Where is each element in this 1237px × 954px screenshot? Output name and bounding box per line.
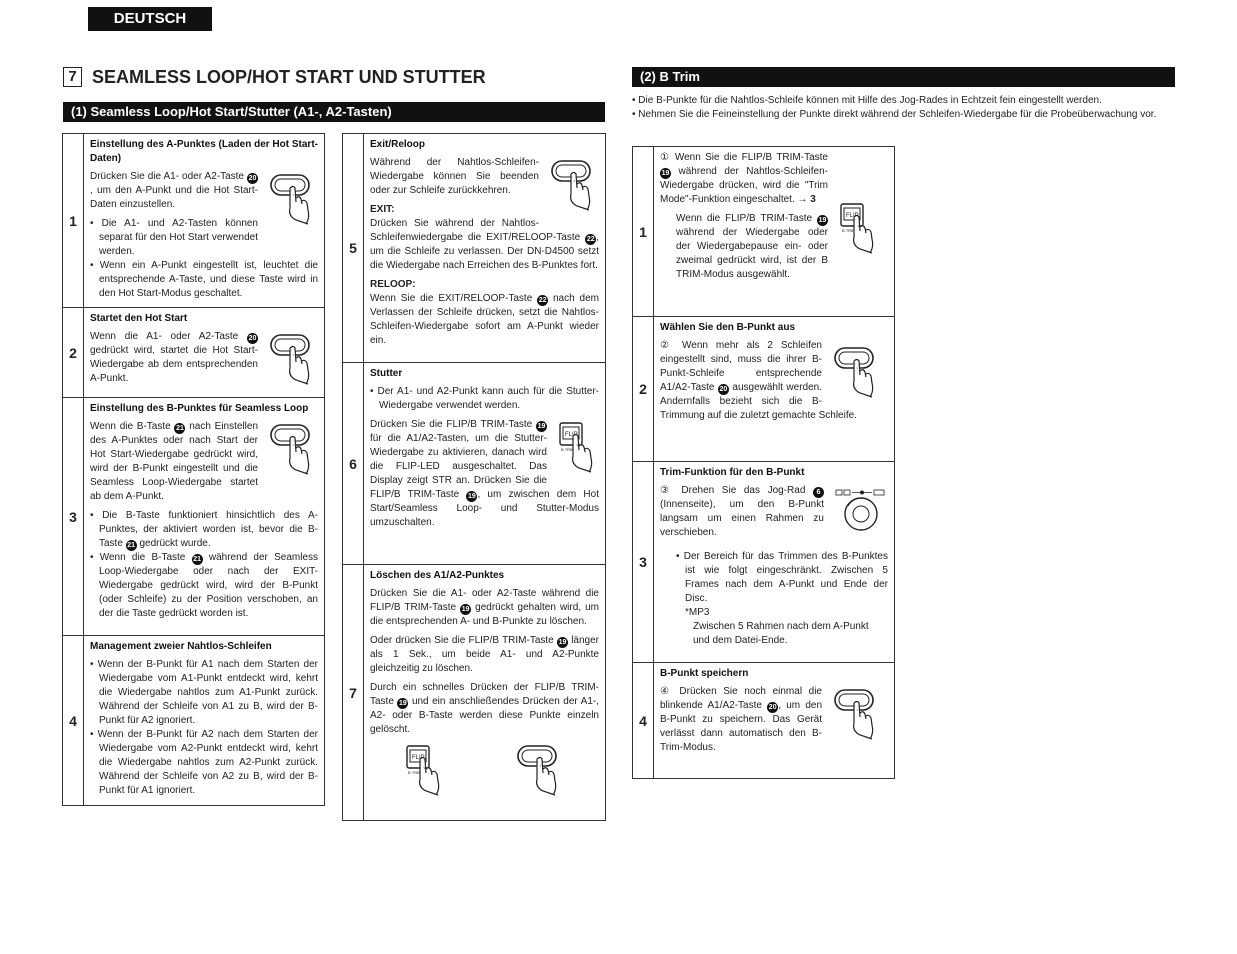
right-steps-table (632, 146, 895, 779)
step-number: 3 (63, 398, 84, 636)
step-text: und ein anschließendes Drücken der A1-, A2- oder B-Taste werden diese Punkte einzeln gelöscht. (370, 696, 600, 735)
list-item: • Nehmen Sie die Feineinstellung der Punkte direkt während der Schleifen-Wiedergabe für die Probeüberwachung vor. (632, 109, 1157, 120)
marker-icon: 21 (193, 556, 201, 563)
list-item-text: gedrückt wurde. (139, 538, 211, 549)
step-text: während der Nahtlos-Schleifen-Wiedergabe drücken, wird die "Trim Mode"-Funktion eingeschaltet. (660, 166, 829, 205)
step-text: Drücken Sie die FLIP/B TRIM-Taste (370, 419, 533, 430)
step-text: Wenn die A1- oder A2-Taste (90, 331, 239, 342)
marker-icon: 19 (461, 606, 470, 613)
step-content (654, 462, 895, 663)
list-item: • Der Bereich für das Trimmen des B-Punktes ist wie folgt eingeschränkt. Zwischen 5 Frames nach dem A-Punkt und Ende der Disc. (676, 551, 888, 604)
step-text: (Innenseite), um den B-Punkt langsam um einen Rahmen zu verschieben. (660, 499, 824, 538)
step-title: Management zweier Nahtlos-Schleifen (90, 641, 272, 652)
oval-button-hand-icon (515, 743, 565, 799)
intro-list (632, 94, 1176, 122)
marker-icon: 6 (813, 487, 824, 498)
step-title: Einstellung des A-Punktes (Laden der Hot Start-Daten) (90, 139, 318, 164)
step-text: ④ Drücken Sie noch einmal die blinkende A1/A2-Taste (660, 686, 822, 711)
marker-icon: 19 (661, 170, 670, 177)
marker-icon: 19 (399, 700, 407, 707)
marker-icon: 19 (537, 423, 546, 430)
step-text: Oder drücken Sie die FLIP/B TRIM-Taste (370, 635, 554, 646)
step-title: B-Punkt speichern (660, 668, 749, 679)
marker-icon: 22 (586, 236, 595, 243)
step-number: 2 (633, 317, 654, 462)
step-row (343, 134, 606, 363)
jog-wheel-icon (834, 486, 888, 534)
exit-label: EXIT: (370, 204, 395, 215)
marker-icon: 20 (768, 704, 777, 711)
step-ref: → 3 (797, 194, 816, 205)
step-row (63, 398, 325, 636)
step-row (633, 462, 895, 663)
step-title: Trim-Funktion für den B-Punkt (660, 467, 805, 478)
middle-steps-table (342, 133, 606, 821)
reloop-label: RELOOP: (370, 279, 416, 290)
marker-icon: 20 (248, 335, 257, 342)
marker-icon: 21 (176, 425, 184, 432)
step-row (343, 363, 606, 565)
marker-icon: 20 (248, 175, 257, 182)
step-title: Stutter (370, 368, 403, 379)
subsection-bar-2: (2) B Trim (632, 67, 1175, 87)
step-text: Drücken Sie während der Nahtlos-Schleifenwiedergabe die EXIT/RELOOP-Taste (370, 218, 581, 243)
oval-button-hand-icon (832, 345, 888, 405)
step-number: 1 (63, 134, 84, 308)
square-button-hand-icon (268, 422, 318, 478)
list-item: • Der A1- und A2-Punkt kann auch für die Stutter-Wiedergabe verwendet werden. (370, 386, 599, 411)
step-text: Drücken Sie die A1- oder A2-Taste (90, 171, 244, 182)
list-item: • Wenn ein A-Punkt eingestellt ist, leuchtet die entsprechende A-Taste, und diese Taste wird in den Hot Start-Modus geschaltet. (90, 260, 318, 299)
flip-button-hand-icon (404, 743, 446, 799)
step-text: Wenn Sie die EXIT/RELOOP-Taste (370, 293, 533, 304)
step-text: gedrückt wird, startet die Hot Start-Wiedergabe ab dem entsprechenden A-Punkt. (90, 345, 258, 384)
oval-button-hand-icon (268, 332, 318, 388)
step-text: Wenn die FLIP/B TRIM-Taste (676, 213, 813, 224)
step-content (84, 398, 325, 636)
step-content (654, 317, 895, 462)
left-steps-table (62, 133, 325, 806)
step-number: 6 (343, 363, 364, 565)
step-text: , um den B-Punkt zu speichern. Das Gerät verlässt dann automatisch den B-Trim-Modus. (660, 700, 823, 753)
list-item: • Wenn der B-Punkt für A1 nach dem Starten der Wiedergabe vom A1-Punkt entdeckt wird, kehrt die Wiedergabe nahtlos zum A1-Punkt zurück. Während der Schleife von A1 zu B, wird der B-Punkt für A2 ignoriert. (90, 659, 318, 726)
step-row (63, 134, 325, 308)
step-title: Startet den Hot Start (90, 313, 188, 324)
step-text: , um den A-Punkt und die Hot Start-Daten einzustellen. (90, 185, 258, 210)
step-content (84, 308, 325, 398)
list-item: • Wenn der B-Punkt für A2 nach dem Starten der Wiedergabe vom A2-Punkt entdeckt wird, kehrt die Wiedergabe nahtlos zum A2-Punkt zurück. Während der Schleife von A2 zu B, wird der B-Punkt für A1 ignoriert. (90, 729, 318, 796)
flip-button-hand-icon (557, 420, 599, 476)
step-title: Exit/Reloop (370, 139, 426, 150)
step-content (84, 636, 325, 806)
step-text: ausgewählt werden. Andernfalls bezieht sich die B-Trimmung auf die zuletzt gemachte Schleife. (660, 382, 857, 421)
marker-icon: 22 (538, 297, 547, 304)
step-number: 4 (63, 636, 84, 806)
subsection-bar-1: (1) Seamless Loop/Hot Start/Stutter (A1-, A2-Tasten) (63, 102, 605, 122)
flip-button-hand-icon (838, 201, 888, 261)
step-row (63, 636, 325, 806)
step-row (63, 308, 325, 398)
marker-icon: 19 (818, 217, 827, 224)
step-text: ① Wenn Sie die FLIP/B TRIM-Taste (660, 152, 828, 163)
marker-icon: 19 (558, 639, 567, 646)
step-number: 4 (633, 663, 654, 779)
step-content (364, 363, 606, 565)
step-row (343, 565, 606, 821)
marker-icon: 20 (719, 386, 728, 393)
step-text: Drücken Sie die A1- oder A2-Taste während die FLIP/B TRIM-Taste (370, 588, 599, 613)
step-text: nach dem Verlassen der Schleife drücken, setzt die Nahtlos-Schleifen-Wiedergabe sofort am A-Punkt wieder ein. (370, 293, 600, 346)
step-number: 5 (343, 134, 364, 363)
step-text: gedrückt gehalten wird, um die entsprechenden A- und B-Punkte zu löschen. (370, 602, 599, 627)
step-text: ③ Drehen Sie das Jog-Rad (660, 485, 806, 496)
language-tab: DEUTSCH (88, 7, 212, 31)
step-text: länger als 1 Sek., um beide A1- und A2-Punkte gleichzeitig zu löschen. (370, 635, 599, 674)
mp3-text: Zwischen 5 Rahmen nach dem A-Punkt und dem Datei-Ende. (693, 621, 869, 646)
list-item: • Die B-Punkte für die Nahtlos-Schleife können mit Hilfe des Jog-Rades in Echtzeit fein eingestellt werden. (632, 95, 1102, 106)
step-title: Wählen Sie den B-Punkt aus (660, 322, 796, 333)
step-title: Einstellung des B-Punktes für Seamless Loop (90, 403, 309, 414)
marker-icon: 19 (468, 493, 476, 500)
step-row (633, 147, 895, 317)
list-item-text: • Wenn die B-Taste (90, 552, 186, 563)
oval-button-hand-icon (268, 172, 318, 228)
step-number: 2 (63, 308, 84, 398)
list-item (90, 551, 318, 621)
step-content (654, 147, 895, 317)
section-title-text: SEAMLESS LOOP/HOT START UND STUTTER (92, 67, 486, 87)
list-item: • Die A1- und A2-Tasten können separat für den Hot Start verwendet werden. (90, 218, 258, 257)
step-text: Während der Nahtlos-Schleifen-Wiedergabe können Sie beenden oder zur Schleife zurückkehren. (370, 157, 539, 196)
marker-icon: 21 (127, 542, 136, 549)
step-number: 7 (343, 565, 364, 821)
step-text: Durch ein schnelles Drücken der FLIP/B TRIM-Taste (370, 682, 599, 707)
step-number: 1 (633, 147, 654, 317)
step-content (364, 134, 606, 363)
step-text: für die A1/A2-Tasten, um die Stutter-Wiedergabe zu aktivieren, danach wird die FLIP-LED ausgeschaltet. Das Display zeigt STR an. Drücken Sie die FLIP/B TRIM-Taste (370, 433, 547, 500)
list-item-text: • Die B-Taste funktioniert hinsichtlich des A-Punktes, der aktiviert worden ist, bevor die B-Taste (90, 510, 318, 549)
step-content (364, 565, 606, 821)
oval-button-hand-icon (832, 687, 888, 747)
section-number: 7 (63, 67, 82, 87)
section-title (63, 66, 486, 88)
step-text: nach Einstellen des A-Punktes oder nach Start der Hot Start-Wiedergabe gedrückt wird, wird der B-Punkt eingestellt und die Seamless Loop-Wiedergabe startet ab dem A-Punkt. (90, 421, 259, 502)
step-number: 3 (633, 462, 654, 663)
step-text: , um zwischen dem Hot Start/Seamless Loop- und Stutter-Modus umzuschalten. (370, 489, 599, 528)
step-content (654, 663, 895, 779)
step-text: , um die Schleife zu verlassen. Der DN-D4500 setzt die Wiedergabe nach Erreichen des B-Punktes fort. (370, 232, 599, 271)
step-row (633, 663, 895, 779)
step-text: Wenn die B-Taste (90, 421, 171, 432)
step-text: ② Wenn mehr als 2 Schleifen eingestellt sind, muss die ihrer B-Punkt-Schleife entsprechende A1/A2-Taste (660, 340, 822, 393)
oval-button-hand-icon (549, 158, 599, 214)
mp3-label: *MP3 (685, 607, 710, 618)
list-item (90, 509, 318, 551)
step-row (633, 317, 895, 462)
list-item-text: während der Seamless Loop-Wiedergabe oder nach der EXIT-Wiedergabe gedrückt wird, wird der B-Punkt (oder Schleife) zu der Position verschoben, an der die Taste gedrückt worden ist. (99, 552, 319, 619)
step-title: Löschen des A1/A2-Punktes (370, 570, 505, 581)
step-text: während der Wiedergabe oder der Wiedergabepause ein- oder zweimal gedrückt wird, ist der B TRIM-Modus ausgewählt. (676, 227, 828, 280)
step-content (84, 134, 325, 308)
